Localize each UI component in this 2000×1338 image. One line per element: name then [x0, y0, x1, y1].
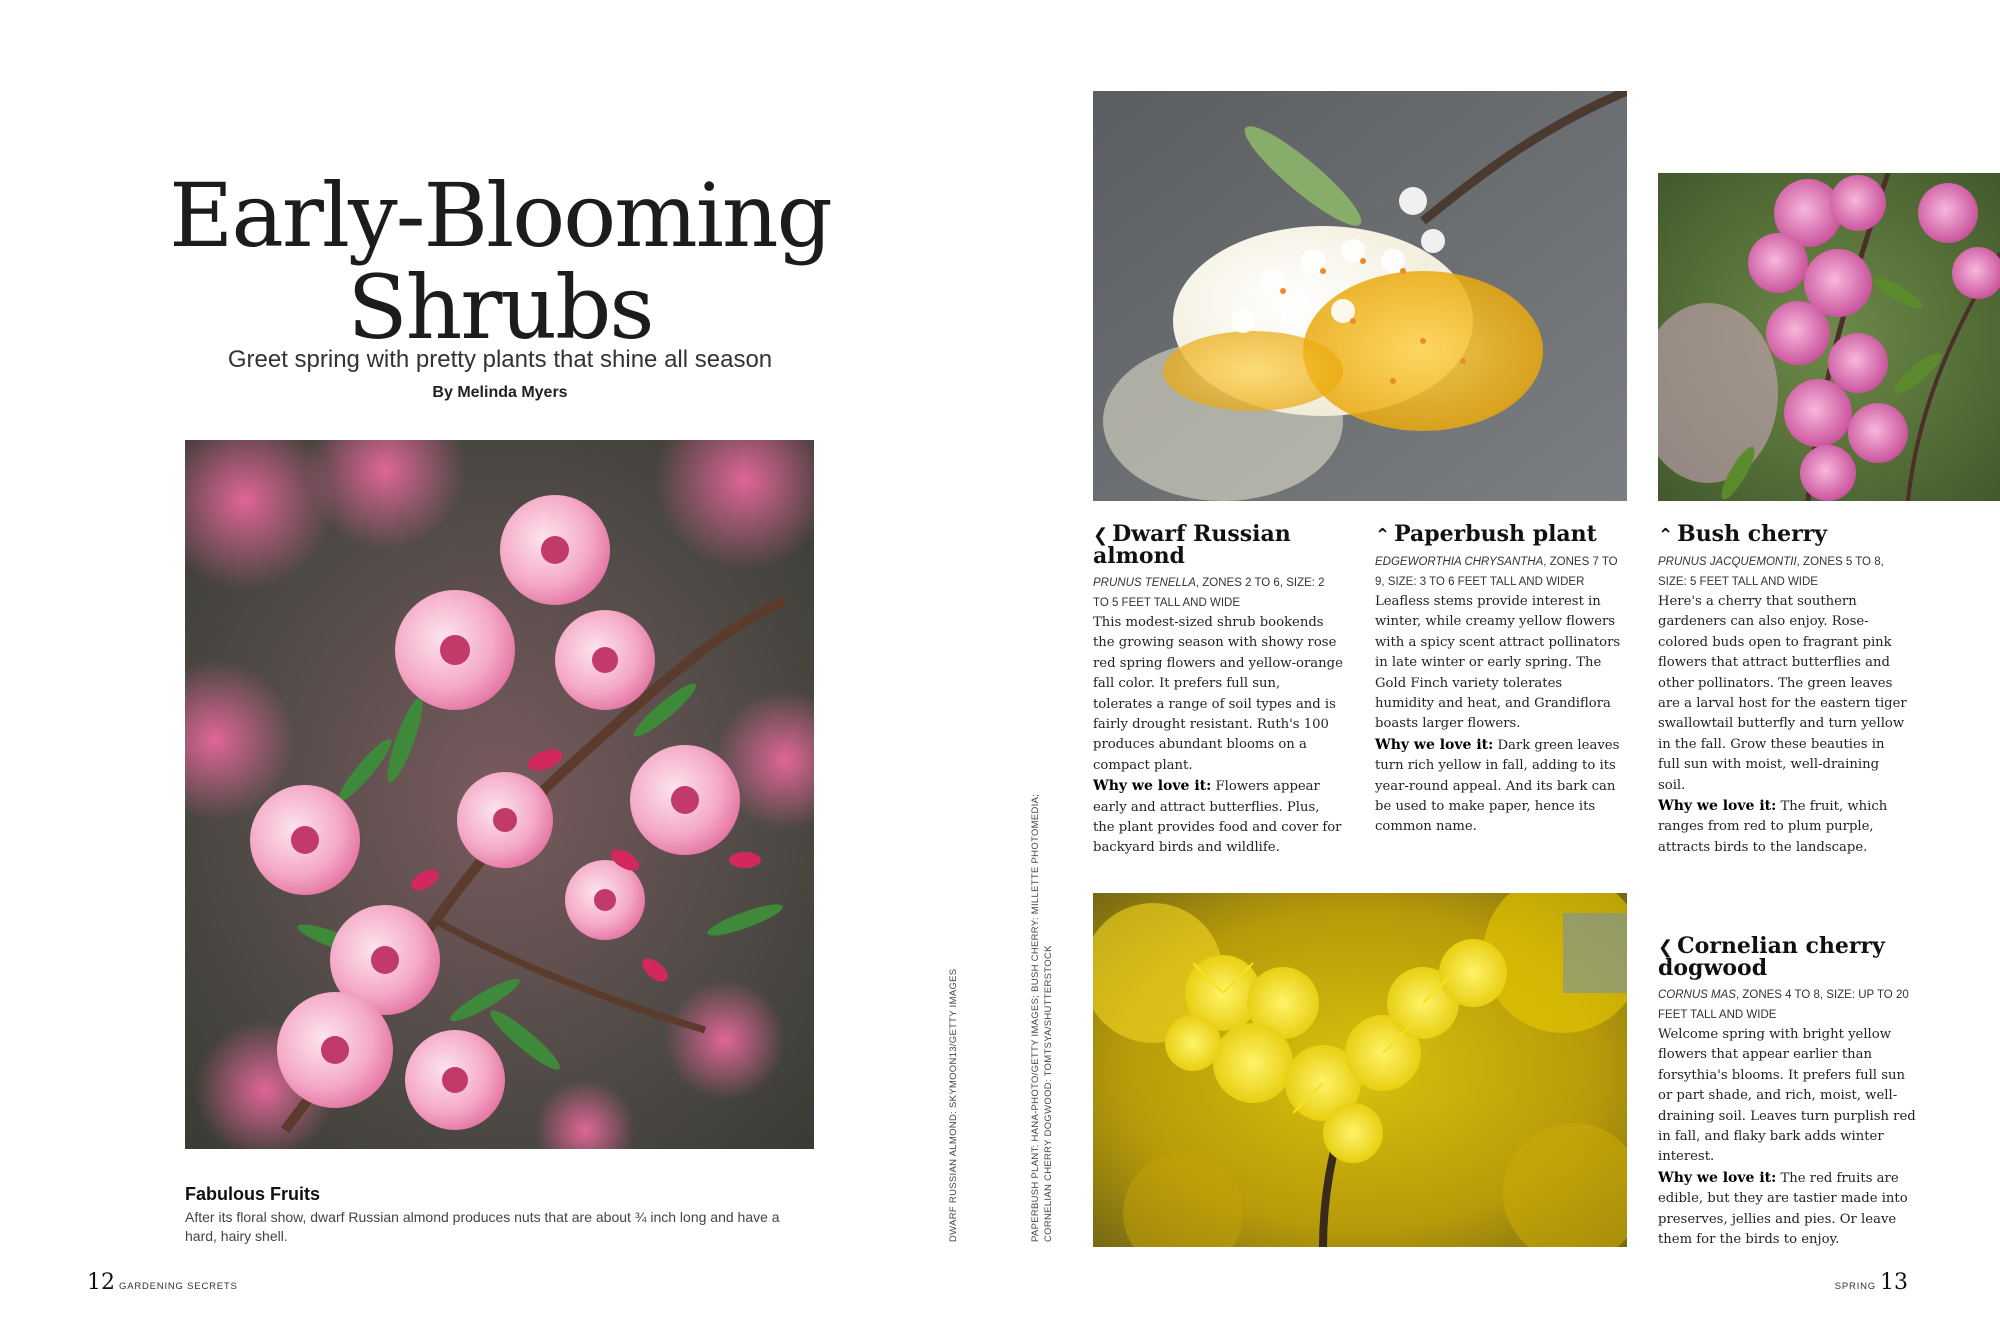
photo-credit-left: DWARF RUSSIAN ALMOND: SKYMOON13/GETTY IMAGES — [948, 968, 959, 1242]
plant-description: Welcome spring with bright yellow flowers that appear earlier than forsythia's blooms. It prefers full sun or part shade, and rich, moist, well-draining soil. Leaves turn purplish red in fall, and flaky bark adds winter interest. — [1658, 1027, 1916, 1165]
dwarf-russian-almond-photo — [185, 440, 814, 1149]
photo-credit-right-2: CORNELIAN CHERRY DOGWOOD: TOMTSYA/SHUTTERSTOCK — [1043, 945, 1054, 1242]
chevron-up-icon: ⌃ — [1375, 525, 1391, 546]
latin-name: PRUNUS JACQUEMONTII — [1658, 556, 1797, 568]
why-text: Flowers appear early and attract butterflies. Plus, the plant provides food and cover for backyard birds and wildlife. — [1093, 779, 1342, 856]
why-label: Why we love it: — [1658, 798, 1777, 815]
why-text: The fruit, which ranges from red to plum purple, attracts birds to the landscape. — [1658, 799, 1888, 855]
title-line-1: Early-Blooming — [169, 164, 831, 267]
caption-text: After its floral show, dwarf Russian almond produces nuts that are about ¾ inch long and have a hard, hairy shell. — [185, 1209, 780, 1244]
why-label: Why we love it: — [1093, 778, 1212, 795]
folio-left — [87, 1270, 238, 1295]
zone-size: , ZONES 5 TO 8, SIZE: 5 FEET TALL AND WIDE — [1658, 556, 1884, 588]
why-we-love-it — [1658, 796, 1908, 858]
plant-meta — [1375, 552, 1625, 592]
plant-name: ⌃ Paperbush plant — [1375, 521, 1597, 547]
byline: By Melinda Myers — [432, 384, 568, 401]
plant-name: ❮ Cornelian cherry dogwood — [1658, 933, 1885, 981]
plant-name: ❮ Dwarf Russian almond — [1093, 521, 1291, 569]
why-label: Why we love it: — [1658, 1169, 1777, 1186]
why-label: Why we love it: — [1375, 736, 1494, 753]
plant-meta — [1658, 552, 1908, 592]
why-we-love-it — [1093, 776, 1343, 859]
plant-entry-dwarf-russian-almond — [1093, 521, 1343, 859]
bush-cherry-photo — [1658, 173, 2000, 501]
zone-size: , ZONES 7 TO 9, SIZE: 3 TO 6 FEET TALL AND WIDER — [1375, 556, 1618, 588]
why-text: The red fruits are edible, but they are tastier made into preserves, jellies and pies. Or leave them for the birds to enjoy. — [1658, 1170, 1908, 1248]
caption-title: Fabulous Fruits — [185, 1184, 320, 1204]
plant-entry-paperbush-plant — [1375, 521, 1625, 838]
photo-credit-right-1: PAPERBUSH PLANT: HANA-PHOTO/GETTY IMAGES; BUSH CHERRY: MILLETTE PHOTOMEDIA; — [1030, 793, 1041, 1242]
plant-name: ⌃ Bush cherry — [1658, 521, 1828, 547]
page-number-right: 13 — [1880, 1270, 1908, 1295]
plant-description: Leafless stems provide interest in winter, while creamy yellow flowers with a spicy scent attract pollinators in late winter or early spring. The Gold Finch variety tolerates humidity and heat, and Grandiflora boasts larger flowers. — [1375, 594, 1621, 732]
plant-entry-cornelian-cherry-dogwood — [1658, 933, 1918, 1250]
article-title — [150, 164, 850, 359]
latin-name: CORNUS MAS — [1658, 989, 1736, 1001]
latin-name: PRUNUS TENELLA — [1093, 577, 1196, 589]
article-subtitle: Greet spring with pretty plants that shine all season — [227, 346, 773, 373]
plant-entry-bush-cherry — [1658, 521, 1908, 858]
why-we-love-it — [1375, 735, 1625, 838]
cornelian-cherry-dogwood-photo — [1093, 893, 1627, 1247]
zone-size: , ZONES 4 TO 8, SIZE: UP TO 20 FEET TALL AND WIDE — [1658, 989, 1909, 1021]
chevron-left-icon: ❮ — [1658, 937, 1674, 958]
plant-meta — [1093, 573, 1343, 613]
chevron-left-icon: ❮ — [1093, 525, 1109, 546]
title-line-2: Shrubs — [347, 256, 653, 359]
page-number-left: 12 — [87, 1270, 115, 1295]
why-we-love-it — [1658, 1168, 1918, 1251]
latin-name: EDGEWORTHIA CHRYSANTHA — [1375, 556, 1544, 568]
plant-meta — [1658, 985, 1918, 1025]
section-label-right: SPRING — [1834, 1281, 1876, 1292]
folio-right — [1835, 1270, 1908, 1295]
paperbush-plant-photo — [1093, 91, 1627, 501]
plant-description: Here's a cherry that southern gardeners can also enjoy. Rose-colored buds open to fragrant pink flowers that attract butterflies and other pollinators. The green leaves are a larval host for the eastern tiger swallowtail butterfly and turn yellow in the fall. Grow these beauties in full sun with moist, well-draining soil. — [1658, 594, 1907, 793]
zone-size: , ZONES 2 TO 6, SIZE: 2 TO 5 FEET TALL AND WIDE — [1093, 577, 1325, 609]
plant-description: This modest-sized shrub bookends the growing season with showy rose red spring flowers and yellow-orange fall color. It prefers full sun, tolerates a range of soil types and is fairly drought resistant. Ruth's 100 produces abundant blooms on a compact plant. — [1093, 615, 1343, 773]
chevron-up-icon: ⌃ — [1658, 525, 1674, 546]
why-text: Dark green leaves turn rich yellow in fall, adding to its year-round appeal. And its bark can be used to make paper, hence its common name. — [1375, 737, 1620, 835]
section-label-left: GARDENING SECRETS — [119, 1281, 238, 1292]
